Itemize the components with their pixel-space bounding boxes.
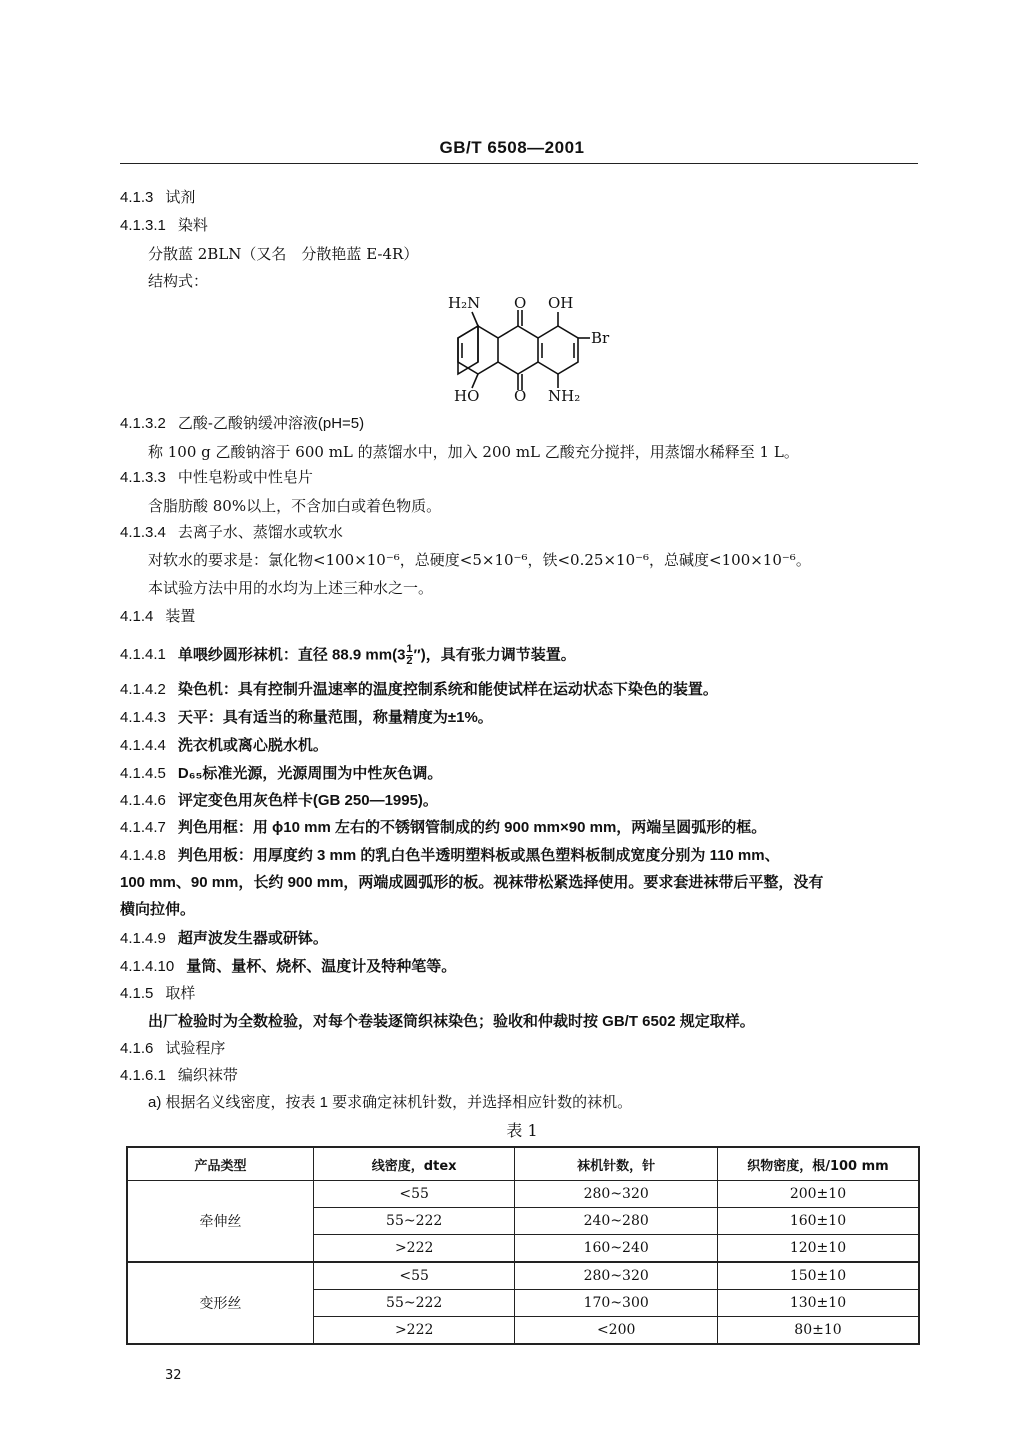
- section-number: 4.1.4.4: [120, 737, 166, 754]
- linear-density-cell: <55: [313, 1181, 515, 1208]
- section-4-1-4-2: [120, 680, 718, 700]
- section-4-1-6: [120, 1039, 225, 1059]
- section-title: 量筒、量杯、烧杯、温度计及特种笔等。: [186, 958, 457, 975]
- oxygen-top-label: O: [514, 294, 527, 312]
- oh-top-label: OH: [548, 294, 574, 312]
- section-4-1-4-8: [120, 846, 780, 866]
- needle-count-cell: 160~240: [515, 1235, 718, 1263]
- header-linear-density: 线密度，dtex: [313, 1147, 515, 1181]
- buffer-paragraph: 称 100 g 乙酸钠溶于 600 mL 的蒸馏水中，加入 200 mL 乙酸充分搅拌，用蒸馏水稀释至 1 L。: [148, 443, 799, 461]
- header-fabric-density: 织物密度，根/100 mm: [717, 1147, 919, 1181]
- section-number: 4.1.4.2: [120, 681, 166, 698]
- fabric-density-cell: 150±10: [717, 1262, 919, 1290]
- chemical-structure: [430, 288, 630, 406]
- section-title: 取样: [165, 985, 196, 1002]
- water-requirement: 对软水的要求是：氯化物<100×10⁻⁶，总硬度<5×10⁻⁶，铁<0.25×10⁻⁶，总碱度<100×10⁻⁶。: [148, 551, 811, 569]
- section-number: 4.1.4: [120, 608, 154, 625]
- br-label: Br: [591, 329, 610, 347]
- header-product-type: 产品类型: [127, 1147, 313, 1181]
- fabric-density-cell: 160±10: [717, 1208, 919, 1235]
- linear-density-cell: <55: [313, 1262, 515, 1290]
- section-number: 4.1.3.1: [120, 217, 166, 234]
- section-number: 4.1.3: [120, 189, 154, 206]
- section-number: 4.1.4.9: [120, 930, 166, 947]
- section-4-1-4-5: [120, 764, 442, 784]
- section-title: 判色用框：用 ϕ10 mm 左右的不锈钢管制成的约 900 mm×90 mm，两端呈圆弧形的框。: [177, 819, 767, 836]
- section-4-1-4-1: [120, 644, 576, 667]
- h2n-top-label: H₂N: [448, 294, 481, 312]
- header-rule: [120, 163, 918, 164]
- section-4-1-6-1: [120, 1066, 238, 1086]
- section-title: 洗衣机或离心脱水机。: [177, 737, 328, 754]
- dye-name: 分散蓝 2BLN（又名 分散艳蓝 E-4R）: [148, 245, 419, 263]
- fraction: [406, 644, 412, 667]
- table-row: [127, 1262, 919, 1290]
- section-4-1-5: [120, 984, 195, 1004]
- section-4-1-3-2: [120, 414, 364, 434]
- table-header-row: [127, 1147, 919, 1181]
- section-title: 判色用板：用厚度约 3 mm 的乳白色半透明塑料板或黑色塑料板制成宽度分别为 110 mm、: [177, 847, 780, 864]
- section-4-1-3-1: [120, 216, 208, 236]
- section-title: 去离子水、蒸馏水或软水: [177, 524, 343, 541]
- section-title: 试验程序: [165, 1040, 226, 1057]
- product-type-cell: 变形丝: [127, 1262, 313, 1344]
- section-number: 4.1.4.1: [120, 646, 166, 664]
- fabric-density-cell: 130±10: [717, 1290, 919, 1317]
- section-title: 编织袜带: [177, 1067, 238, 1084]
- needle-count-table: [126, 1146, 920, 1345]
- section-title-rest: ″)，具有张力调节装置。: [413, 646, 576, 664]
- section-4-1-4-7: [120, 818, 766, 838]
- step-a: a) 根据名义线密度，按表 1 要求确定袜机针数，并选择相应针数的袜机。: [148, 1094, 633, 1111]
- section-4-1-4: [120, 607, 195, 627]
- section-4-1-3-3: [120, 468, 313, 488]
- fabric-density-cell: 80±10: [717, 1317, 919, 1345]
- standard-header: GB/T 6508—2001: [439, 138, 585, 157]
- section-number: 4.1.3.2: [120, 415, 166, 432]
- linear-density-cell: >222: [313, 1317, 515, 1345]
- soap-paragraph: 含脂肪酸 80%以上，不含加白或着色物质。: [148, 497, 442, 515]
- section-title: 超声波发生器或研钵。: [177, 930, 328, 947]
- section-number: 4.1.4.7: [120, 819, 166, 836]
- needle-count-cell: 280~320: [515, 1181, 718, 1208]
- section-title: 染色机：具有控制升温速率的温度控制系统和能使试样在运动状态下染色的装置。: [177, 681, 718, 698]
- section-number: 4.1.6.1: [120, 1067, 166, 1084]
- section-number: 4.1.3.3: [120, 469, 166, 486]
- water-note: 本试验方法中用的水均为上述三种水之一。: [148, 579, 434, 597]
- product-type-cell: 牵伸丝: [127, 1181, 313, 1263]
- section-title: 装置: [165, 608, 196, 625]
- section-title: 试剂: [165, 189, 196, 206]
- section-title: 评定变色用灰色样卡(GB 250—1995)。: [177, 792, 438, 809]
- table-row: [127, 1181, 919, 1208]
- section-number: 4.1.4.8: [120, 847, 166, 864]
- section-number: 4.1.4.6: [120, 792, 166, 809]
- fraction-denominator: 2: [406, 655, 413, 667]
- section-title: 天平：具有适当的称量范围，称量精度为±1%。: [177, 709, 493, 726]
- section-title: D₆₅标准光源，光源周围为中性灰色调。: [177, 765, 443, 782]
- header-needle-count: 袜机针数，针: [515, 1147, 718, 1181]
- fraction-numerator: 1: [406, 643, 413, 655]
- structure-label: 结构式：: [148, 272, 209, 290]
- section-4-1-4-9: [120, 929, 328, 949]
- needle-count-cell: <200: [515, 1317, 718, 1345]
- needle-count-cell: 170~300: [515, 1290, 718, 1317]
- section-4-1-4-4: [120, 736, 328, 756]
- section-4-1-4-3: [120, 708, 493, 728]
- fabric-density-cell: 120±10: [717, 1235, 919, 1263]
- linear-density-cell: 55~222: [313, 1208, 515, 1235]
- section-title: 染料: [177, 217, 208, 234]
- anthraquinone-structure-diagram: [430, 288, 630, 406]
- linear-density-cell: >222: [313, 1235, 515, 1263]
- section-number: 4.1.4.3: [120, 709, 166, 726]
- needle-count-cell: 280~320: [515, 1262, 718, 1290]
- section-4-1-4-10: [120, 957, 456, 977]
- sampling-paragraph: 出厂检验时为全数检验，对每个卷装逐筒织袜染色；验收和仲裁时按 GB/T 6502 规定取样。: [148, 1013, 755, 1030]
- section-number: 4.1.4.5: [120, 765, 166, 782]
- section-number: 4.1.5: [120, 985, 154, 1002]
- fabric-density-cell: 200±10: [717, 1181, 919, 1208]
- table-caption: 表 1: [506, 1121, 538, 1140]
- section-4-1-4-8-end: 横向拉伸。: [120, 901, 196, 918]
- linear-density-cell: 55~222: [313, 1290, 515, 1317]
- section-4-1-4-6: [120, 791, 438, 811]
- section-title: 中性皂粉或中性皂片: [177, 469, 313, 486]
- section-number: 4.1.4.10: [120, 958, 175, 975]
- section-title: 单喂纱圆形袜机：直径 88.9 mm(3: [177, 646, 406, 664]
- needle-count-cell: 240~280: [515, 1208, 718, 1235]
- ho-bottom-label: HO: [454, 387, 480, 405]
- section-title: 乙酸-乙酸钠缓冲溶液(pH=5): [177, 415, 365, 432]
- section-number: 4.1.3.4: [120, 524, 166, 541]
- section-4-1-3-4: [120, 523, 343, 543]
- oxygen-bottom-label: O: [514, 387, 527, 405]
- section-number: 4.1.6: [120, 1040, 154, 1057]
- section-4-1-3: [120, 188, 195, 208]
- section-4-1-4-8-continuation: 100 mm、90 mm，长约 900 mm，两端成圆弧形的板。视袜带松紧选择使用。要求套进袜带后平整，没有: [120, 874, 824, 891]
- page-number: 32: [165, 1368, 182, 1383]
- nh2-bottom-label: NH₂: [548, 387, 581, 405]
